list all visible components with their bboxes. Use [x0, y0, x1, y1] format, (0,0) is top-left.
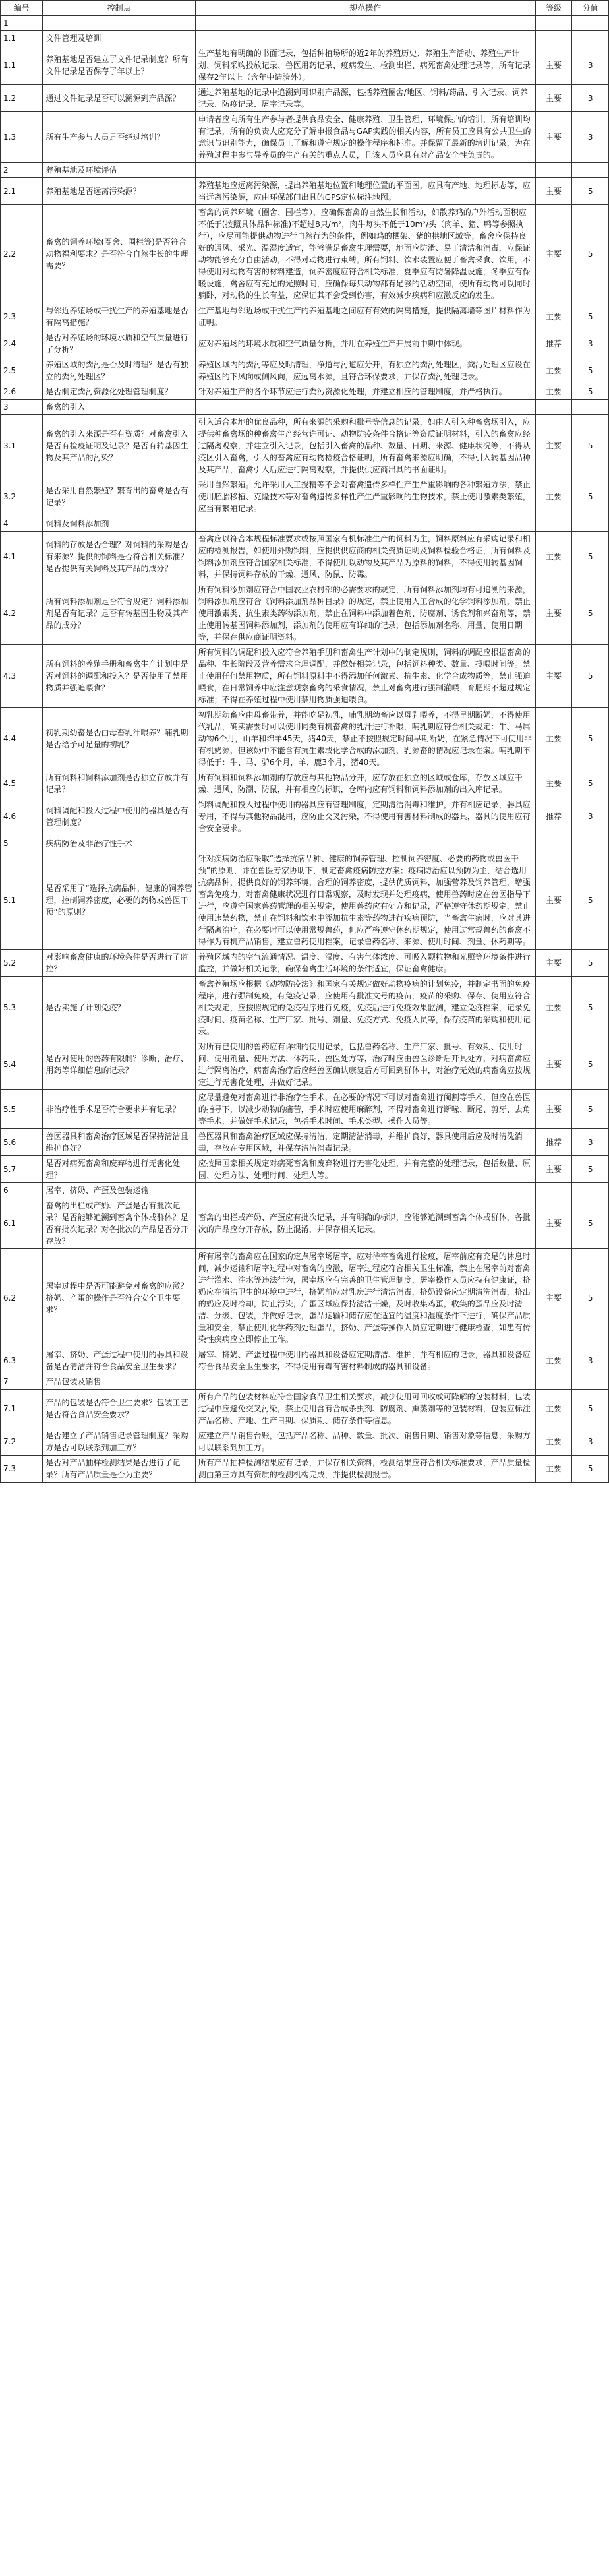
cell-spec — [195, 1183, 535, 1198]
cell-score: 3 — [572, 46, 609, 85]
cell-level: 主要 — [535, 1039, 572, 1090]
cell-num: 5.6 — [1, 1129, 43, 1156]
table-header-row — [1, 1, 609, 16]
cell-level: 主要 — [535, 384, 572, 400]
cell-score — [572, 1183, 609, 1198]
section-row — [1, 836, 609, 851]
table-row — [1, 415, 609, 477]
cell-score: 5 — [572, 708, 609, 770]
cell-score: 5 — [572, 645, 609, 708]
cell-control: 产品包装及销售 — [43, 1374, 195, 1390]
cell-level: 主要 — [535, 1456, 572, 1483]
cell-spec: 所有饲料添加剂应符合中国农业农村部的必需要求的规定，所有饲料添加剂均有可追溯的来源，饲料添加剂应符合《饲料添加剂品种目录》的规定，禁止使用人工合成的化学饲料添加剂，禁止使用激素类、抗生素类药物添加剂，禁止在饲料中添加着色剂、防腐剂、诱食剂和兴奋剂等，禁止使用转基因饲料添加剂，添加剂的使用应有详细的记录，包括添加剂名称、用量、使用日期等，并保存供应商证明资料。 — [195, 582, 535, 645]
cell-score — [572, 836, 609, 851]
table-row — [1, 1249, 609, 1347]
cell-spec — [195, 400, 535, 415]
cell-spec: 畜禽的饲养环境（圈舍、围栏等），应确保畜禽的自然生长和活动，如散养鸡的户外活动面积应不低于(按照具体品种标准)不超过8只/m²，肉牛每头不低于10m²/头（肉羊、猪、鸭等参照执行），应尽可能提供动物进行自然行为的条件，例如鸡的栖架、猪的拱地区域等；畜舍应保持良好的通风、采光、温湿度适宜，能够满足畜禽生理需要，地面应防滑、易于清洁和消毒，应保证动物能够充分自由活动，不得对动物进行束缚。所有饲料、饮水装置应便于畜禽采食、饮用，不得使用对动物有害的材料建造，饲养密度应符合相关标准，夏季应有防暑降温设施，冬季应有保暖设施，禽舍应有充足的光照时间，应确保每只动物都有足够的活动空间，使所有动物可以同时躺卧，对动物的生长有益，应保证其不会受到伤害，有效减少疾病和应激反应的发生。 — [195, 205, 535, 303]
table-row — [1, 85, 609, 112]
cell-num: 4.6 — [1, 797, 43, 836]
cell-spec: 通过养殖基地的记录中追溯到可识别产品源，包括养殖圈舍/地区、饲料/药品、引入记录、饲养记录、防疫记录、屠宰记录等。 — [195, 85, 535, 112]
cell-level: 推荐 — [535, 1129, 572, 1156]
cell-control: 是否制定粪污资源化处理管理制度？ — [43, 384, 195, 400]
cell-control: 是否对使用的兽药有限制？诊断、治疗、用药等详细信息的记录？ — [43, 1039, 195, 1090]
cell-control: 畜禽的饲养环境(圈舍、围栏等)是否符合动物福利要求？是否符合自然生长的生理需要？ — [43, 205, 195, 303]
cell-level: 主要 — [535, 112, 572, 163]
cell-spec: 所有饲料的调配和投入应符合养殖手册和畜禽生产计划中的制定规则，饲料的调配应根据畜禽的品种、生长阶段及营养需求合理调配，并做好相关记录，包括饲料种类、数量、投喂时间等。禁止使用任何禁用物质，所有饲料原料中不得添加任何激素、抗生素、化学合成物质等，禁止强迫喂食，在日常饲养中应注意观察畜禽的采食情况，禁止对畜禽进行强制灌喂；育肥期不超过规定标准；不得在养殖过程中使用禁用物质强迫喂食。 — [195, 645, 535, 708]
cell-spec: 针对养殖生产的各个环节应进行粪污资源化处理，并建立相应的管理制度，并严格执行。 — [195, 384, 535, 400]
cell-control: 是否建立了产品销售记录管理制度？采购方是否可以联系到加工方？ — [43, 1428, 195, 1456]
table-row — [1, 532, 609, 582]
cell-spec: 应尽量避免对畜禽进行非治疗性手术，在必要的情况下可以对畜禽进行阉割等手术，但应在兽医的指导下，以减少动物的痛苦，手术时应使用麻醉剂，不得对畜禽进行断喙、断尾、剪牙、去角等手术，并做好手术记录，包括手术时间、手术类型、操作人员等。 — [195, 1090, 535, 1129]
cell-spec: 所有产品的包装材料应符合国家食品卫生相关要求，减少使用可回收或可降解的包装材料，包装过程中应避免交叉污染，禁止使用含有合成杀虫剂、防腐剂、熏蒸剂等的包装材料，包装应标注产品名称、产地、生产日期、保质期、储存条件等信息。 — [195, 1390, 535, 1428]
cell-level — [535, 163, 572, 178]
cell-level: 主要 — [535, 46, 572, 85]
cell-num: 2 — [1, 163, 43, 178]
cell-score: 5 — [572, 1090, 609, 1129]
cell-level: 主要 — [535, 415, 572, 477]
cell-score: 5 — [572, 477, 609, 516]
cell-num: 2.5 — [1, 357, 43, 384]
table-row — [1, 950, 609, 977]
cell-score: 3 — [572, 1428, 609, 1456]
header-spec: 规范操作 — [195, 1, 535, 16]
cell-spec: 采用自然繁殖。允许采用人工授精等不会对畜禽遗传多样性产生严重影响的各种繁殖方法，禁止使用胚胎移植、克隆技术等对畜禽遗传多样性产生严重影响的生物技术，禁止使用激素类繁殖，应当有繁殖记录。 — [195, 477, 535, 516]
cell-num: 3 — [1, 400, 43, 415]
cell-control: 是否对养殖场的环境水质和空气质量进行了分析？ — [43, 330, 195, 357]
cell-score: 5 — [572, 532, 609, 582]
section-row — [1, 31, 609, 46]
cell-num: 7.1 — [1, 1390, 43, 1428]
cell-spec: 应对养殖场的环境水质和空气质量分析，并用在养殖生产开展前中期中体现。 — [195, 330, 535, 357]
cell-level: 主要 — [535, 1090, 572, 1129]
cell-score: 5 — [572, 205, 609, 303]
cell-level — [535, 516, 572, 532]
cell-spec: 生产基地有明确的书面记录，包括种植场所的近2年的养殖历史、养殖生产活动、养殖生产计划、饲料采购投放记录、兽医用药记录、疫病发生、检测出栏、病死畜禽处理记录等，所有记录保存2年以上（含年中请验外）。 — [195, 46, 535, 85]
cell-level: 主要 — [535, 1156, 572, 1183]
cell-control: 所有饲料的养殖手册和畜禽生产计划中是否对饲料的调配和投入？是否使用了禁用物质并强追喂食？ — [43, 645, 195, 708]
cell-control: 产品的包装是否符合卫生要求？包装工艺是否符合食品安全要求？ — [43, 1390, 195, 1428]
cell-level: 主要 — [535, 977, 572, 1039]
cell-spec — [195, 31, 535, 46]
cell-control: 畜禽的引入 — [43, 400, 195, 415]
cell-level: 主要 — [535, 532, 572, 582]
cell-control: 通过文件记录是否可以溯源到产品源？ — [43, 85, 195, 112]
cell-score: 5 — [572, 770, 609, 797]
table-row — [1, 977, 609, 1039]
cell-spec — [195, 516, 535, 532]
cell-num: 5.7 — [1, 1156, 43, 1183]
table-row — [1, 1090, 609, 1129]
cell-score: 3 — [572, 797, 609, 836]
cell-level: 推荐 — [535, 330, 572, 357]
cell-spec: 畜禽养殖场应根据《动物防疫法》和国家有关规定做好动物疫病的计划免疫，并制定书面的免疫程序，进行强制免疫，有免疫记录，应使用有批准文号的疫苗，疫苗的采购、保存、使用应符合相关规定，应按照规定的免疫程序进行免疫，免疫后进行免疫效果监测，建立免疫档案，记录免疫时间、疫苗名称、生产厂家、批号、剂量、免疫方式、免疫人员等，保存疫苗的采购和使用记录。 — [195, 977, 535, 1039]
cell-score: 3 — [572, 1129, 609, 1156]
cell-num: 5 — [1, 836, 43, 851]
cell-num: 4.5 — [1, 770, 43, 797]
cell-score: 5 — [572, 1456, 609, 1483]
cell-level: 主要 — [535, 357, 572, 384]
cell-score: 5 — [572, 1039, 609, 1090]
table-row — [1, 46, 609, 85]
cell-num: 4.4 — [1, 708, 43, 770]
cell-score — [572, 16, 609, 31]
table-body — [1, 16, 609, 1483]
cell-score: 3 — [572, 85, 609, 112]
cell-num: 6.1 — [1, 1198, 43, 1249]
table-row — [1, 1156, 609, 1183]
cell-spec — [195, 163, 535, 178]
cell-control: 屠宰、挤奶、产蛋及包装运输 — [43, 1183, 195, 1198]
cell-level: 主要 — [535, 303, 572, 330]
table-row — [1, 1039, 609, 1090]
cell-num: 5.1 — [1, 851, 43, 950]
cell-spec: 申请者应向所有生产参与者提供食品安全、健康养殖、卫生管理、环境保护的培训，所有培训均有记录，所有的负责人应充分了解申报食品与GAP实践的相关内容，所有员工应具有公共卫生的意识与识别能力，确保员工了解和遵守规定的操作程序和标准。并保留了最新的培训记录，为在养殖过程中参与导养员的生产有关的重点人员，且该人员应具有对产品安全性负责的。 — [195, 112, 535, 163]
cell-num: 1.2 — [1, 85, 43, 112]
cell-score: 5 — [572, 1156, 609, 1183]
table-row — [1, 708, 609, 770]
cell-spec: 所有屠宰的畜禽应在国家的定点屠宰场屠宰，应对待宰畜禽进行检疫，屠宰前应有充足的休息时间，减少运输和屠宰过程中对畜禽的应激，屠宰过程应符合相关卫生标准，禁止在屠宰前对畜禽进行灌水、注水等违法行为，屠宰场应有完善的卫生管理制度，屠宰操作人员应持有健康证，挤奶应在清洁卫生的环境中进行，挤奶前应对乳房进行清洁消毒，挤奶设备应定期清洗消毒，挤出的奶应及时冷却，防止污染，产蛋区域应保持清洁干燥，及时收集鸡蛋，收集的蛋品应及时清洁、分级、包装，并做好记录，蛋品运输和储存应在适宜的温度和湿度条件下进行，确保产品质量和安全，禁止使用化学药剂处理蛋品，挤奶、产蛋等操作人员应定期进行健康检查，如患有传染性疾病应立即停止工作。 — [195, 1249, 535, 1347]
cell-num: 2.2 — [1, 205, 43, 303]
section-row — [1, 1374, 609, 1390]
cell-control: 兽医器具和畜禽治疗区域是否保持清洁且维护良好？ — [43, 1129, 195, 1156]
cell-control: 畜禽的引入来源是否有资质？对畜禽引入是否有检疫证明及记录？是否有转基因生物及其产品的污染？ — [43, 415, 195, 477]
cell-control: 饲料调配和投入过程中使用的器具是否有管理制度？ — [43, 797, 195, 836]
cell-control — [43, 16, 195, 31]
cell-spec — [195, 16, 535, 31]
cell-spec: 所有产品抽样检测结果应有记录，并保存相关资料，检测结果应符合相关标准要求，产品质量检测由第三方具有资质的检测机构完成，并提供检测报告。 — [195, 1456, 535, 1483]
cell-level: 主要 — [535, 645, 572, 708]
cell-spec: 应建立产品销售台账，包括产品名称、品种、数量、批次、销售日期、销售对象等信息，采购方可以联系到加工方。 — [195, 1428, 535, 1456]
table-row — [1, 384, 609, 400]
cell-level: 主要 — [535, 582, 572, 645]
cell-num: 4.1 — [1, 532, 43, 582]
cell-control: 是否采用了“选择抗病品种，健康的饲养管理，控制饲养密度，必要的药物或兽医干预”的原则？ — [43, 851, 195, 950]
cell-level: 主要 — [535, 950, 572, 977]
cell-level — [535, 1183, 572, 1198]
cell-score — [572, 163, 609, 178]
cell-score: 5 — [572, 303, 609, 330]
section-row — [1, 1183, 609, 1198]
cell-spec — [195, 1374, 535, 1390]
cell-spec: 养殖区域内的粪污等应及时清理，净道与污道应分开，有独立的粪污处理区，粪污处理区应设在养殖区的下风向或侧风向，应远离水源，且符合环保要求，并保存粪污处理记录。 — [195, 357, 535, 384]
table-row — [1, 797, 609, 836]
table-row — [1, 770, 609, 797]
cell-control: 非治疗性手术是否符合要求并有记录？ — [43, 1090, 195, 1129]
cell-score: 5 — [572, 1249, 609, 1347]
cell-control: 养殖区域的粪污是否及时清理？是否有独立的粪污处理区？ — [43, 357, 195, 384]
cell-level — [535, 400, 572, 415]
header-control: 控制点 — [43, 1, 195, 16]
table-row — [1, 1390, 609, 1428]
cell-spec: 针对疾病防治应采取“选择抗病品种、健康的饲养管理、控制饲养密度、必要的药物或兽医干预”的原则，并在兽医专家协助下，制定畜禽疫病防控方案；疫病防治应以预防为主，结合选用抗病品种，提供良好的饲养环境，合理的饲养密度，提供优质饲料，加强营养及饲养管理，增强畜禽免疫力，对畜禽健康状况进行日常观察，及时发现并处理疫病，使用兽药时应在兽医指导下进行，应遵守国家兽药管理的相关规定，使用兽药应有处方和记录，严格遵守休药期规定，禁止使用违禁药物，禁止在饲料和饮水中添加抗生素等药物进行疾病预防，当畜禽生病时，应对其进行隔离治疗，在必要时可以使用常规兽药，但应严格遵守休药期规定，使用过常规兽药的畜禽不得作为有机产品销售，建立兽药使用档案，记录兽药名称、来源、使用时间、剂量、休药期等。 — [195, 851, 535, 950]
table-row — [1, 1456, 609, 1483]
cell-num: 7.2 — [1, 1428, 43, 1456]
cell-control: 饲料的存放是否合理？对饲料的采购是否有来源？提供的饲料是否符合相关标准？是否提供有关饲料及其产品的成分？ — [43, 532, 195, 582]
cell-spec: 所有饲料和饲料添加剂的存放应与其他物品分开，应存放在独立的区域或仓库，存放区域应干燥、通风、防潮、防鼠，并有相应的标识，仓库内应有饲料和饲料添加剂的出入库记录。 — [195, 770, 535, 797]
section-row — [1, 516, 609, 532]
cell-num: 5.4 — [1, 1039, 43, 1090]
cell-level: 主要 — [535, 477, 572, 516]
table-row — [1, 645, 609, 708]
cell-spec: 初乳期幼畜应由母畜带养，并能吃足初乳，哺乳期幼畜应以母乳喂养，不得早期断奶，不得使用代乳品，确实需要时可以使用同类有机畜禽的乳汁进行补喂，哺乳期应符合相关规定：牛、马属动物6个月，山羊和绵羊45天，猪40天，禁止不按照规定时间早期断奶，在紧急情况下可使用非有机奶源，但该奶中不能含有抗生素或化学合成的添加剂，乳源畜的情况应记录在案。哺乳期不得低于：牛、马、驴6个月，羊、鹿3个月，猪40天。 — [195, 708, 535, 770]
cell-level — [535, 31, 572, 46]
cell-level — [535, 16, 572, 31]
cell-control: 文件管理及培训 — [43, 31, 195, 46]
cell-spec: 生产基地与邻近场或干扰生产的养殖基地之间应有有效的隔离措施，提供隔离墙等图片材料作为证明。 — [195, 303, 535, 330]
cell-spec — [195, 836, 535, 851]
cell-num: 7 — [1, 1374, 43, 1390]
table-row — [1, 1428, 609, 1456]
cell-spec: 养殖基地应远离污染源，提出养殖基地位置和地理位置的平面图，应具有产地、地理标志等，应当远离污染源，应由环保部门出具的GPS定位标注地图。 — [195, 178, 535, 205]
cell-level: 推荐 — [535, 797, 572, 836]
section-row — [1, 163, 609, 178]
cell-level: 主要 — [535, 205, 572, 303]
table-row — [1, 112, 609, 163]
cell-control: 所有生产参与人员是否经过培训？ — [43, 112, 195, 163]
table-row — [1, 1129, 609, 1156]
cell-score — [572, 516, 609, 532]
cell-spec: 对所有已使用的兽药应有详细的使用记录，包括兽药名称、生产厂家、批号、有效期、使用时间、使用剂量、使用方法、休药期、兽医处方等，治疗时应由兽医诊断后开具处方，对病畜禽应进行隔离治疗，病畜禽治疗后应经兽医确认康复后方可回到群体中，对治疗无效的病畜禽应按规定进行无害化处理，并做好记录。 — [195, 1039, 535, 1090]
cell-score: 5 — [572, 851, 609, 950]
cell-num: 7.3 — [1, 1456, 43, 1483]
cell-level: 主要 — [535, 1428, 572, 1456]
cell-spec: 养殖区域内的空气流通情况、温度、湿度、有害气体浓度、可吸入颗粒物和光照等环境条件进行监控，并做好相关记录，确保畜禽生活环境的条件适宜，保证畜禽健康。 — [195, 950, 535, 977]
cell-control: 饲料及饲料添加剂 — [43, 516, 195, 532]
table-row — [1, 205, 609, 303]
cell-num: 1 — [1, 16, 43, 31]
cell-control: 屠宰、挤奶、产蛋过程中使用的器具和设备是否清洁并符合食品安全卫生要求？ — [43, 1347, 195, 1374]
cell-control: 养殖基地是否建立了文件记录制度？所有文件记录是否保存了年以上？ — [43, 46, 195, 85]
cell-control: 是否实施了计划免疫？ — [43, 977, 195, 1039]
cell-control: 所有饲料和饲料添加剂是否独立存放并有记录？ — [43, 770, 195, 797]
cell-num: 2.4 — [1, 330, 43, 357]
cell-score: 5 — [572, 357, 609, 384]
cell-score — [572, 31, 609, 46]
cell-control: 是否采用自然繁殖？繁育出的畜禽是否有记录？ — [43, 477, 195, 516]
cell-spec: 应按照国家相关规定对病死畜禽和废弃物进行无害化处理，并有完整的处理记录，包括数量、原因、处理方法、处理时间、处理人等。 — [195, 1156, 535, 1183]
cell-control: 初乳期幼畜是否由母畜乳汁喂养？哺乳期是否给予可足量的初乳？ — [43, 708, 195, 770]
cell-control: 养殖基地是否远离污染源？ — [43, 178, 195, 205]
cell-control: 养殖基地及环境评估 — [43, 163, 195, 178]
cell-score: 5 — [572, 1198, 609, 1249]
cell-control: 屠宰过程中是否可能避免对畜禽的应激？挤奶、产蛋的操作是否符合安全卫生要求？ — [43, 1249, 195, 1347]
table-row — [1, 1198, 609, 1249]
header-score: 分值 — [572, 1, 609, 16]
table-row — [1, 582, 609, 645]
cell-spec: 屠宰、挤奶、产蛋过程中使用的器具和设备应定期清洁、维护，并有相应的记录，器具和设备应符合食品安全卫生要求，不得使用有毒有害材料制成的器具和设备。 — [195, 1347, 535, 1374]
cell-score: 3 — [572, 330, 609, 357]
cell-level: 主要 — [535, 1249, 572, 1347]
cell-level — [535, 836, 572, 851]
header-level: 等级 — [535, 1, 572, 16]
cell-spec: 兽医器具和畜禽治疗区域应保持清洁，定期清洁消毒，并维护良好，器具使用后应及时清洗消毒，存放在专用区域，并保存清洁消毒记录。 — [195, 1129, 535, 1156]
table-row — [1, 851, 609, 950]
cell-score — [572, 400, 609, 415]
cell-score: 5 — [572, 582, 609, 645]
cell-score: 3 — [572, 112, 609, 163]
cell-level: 主要 — [535, 1390, 572, 1428]
cell-level: 主要 — [535, 708, 572, 770]
cell-num: 2.3 — [1, 303, 43, 330]
cell-control: 是否对病死畜禽和废弃物进行无害化处理？ — [43, 1156, 195, 1183]
cell-num: 6.3 — [1, 1347, 43, 1374]
table-row — [1, 178, 609, 205]
cell-num: 4.2 — [1, 582, 43, 645]
cell-num: 2.6 — [1, 384, 43, 400]
cell-level: 主要 — [535, 85, 572, 112]
cell-num: 4.3 — [1, 645, 43, 708]
header-num: 编号 — [1, 1, 43, 16]
table-row — [1, 1347, 609, 1374]
cell-score: 5 — [572, 977, 609, 1039]
cell-score: 5 — [572, 178, 609, 205]
cell-num: 1.1 — [1, 31, 43, 46]
cell-score: 5 — [572, 384, 609, 400]
section-row — [1, 400, 609, 415]
table-row — [1, 330, 609, 357]
cell-num: 2.1 — [1, 178, 43, 205]
cell-control: 对影响畜禽健康的环境条件是否进行了监控？ — [43, 950, 195, 977]
cell-spec: 引入适合本地的优良品种，所有来源的采购和批号等信息的记录，如由人引入种畜禽场引入，应提供种畜禽场的种畜禽生产经营许可证、动物防疫条件合格证等资质证明材料，引入的畜禽应经过隔离观察，并建立引入记录，包括引入畜禽的品种、数量、日期、来源、健康状况等，不得从疫区引入畜禽，引入的畜禽应有动物检疫合格证明，所有畜禽来源应明确，不得引入转基因品种及其产品，畜禽引入后应进行隔离观察，并提供供应商出具的书面证明。 — [195, 415, 535, 477]
cell-score: 5 — [572, 415, 609, 477]
cell-level: 主要 — [535, 1198, 572, 1249]
cell-control: 疾病防治及非治疗性手术 — [43, 836, 195, 851]
cell-control: 是否对产品抽样检测结果是否进行了记录？所有产品质量是否为主要？ — [43, 1456, 195, 1483]
cell-num: 3.2 — [1, 477, 43, 516]
cell-score: 5 — [572, 950, 609, 977]
cell-control: 所有饲料添加剂是否符合规定？饲料添加剂是否有记录？是否有转基因生物及其产品的成分？ — [43, 582, 195, 645]
cell-num: 3.1 — [1, 415, 43, 477]
table-row — [1, 303, 609, 330]
cell-score: 5 — [572, 1390, 609, 1428]
cell-control: 畜禽的出栏或产奶、产蛋是否有批次记录？是否能够追溯到畜禽个体或群体？是否有批次记录？对各批次的产品是否分开存放？ — [43, 1198, 195, 1249]
cell-level: 主要 — [535, 770, 572, 797]
cell-control: 与邻近养殖场或干扰生产的养殖基地是否有隔离措施？ — [43, 303, 195, 330]
cell-level: 主要 — [535, 178, 572, 205]
cell-num: 5.2 — [1, 950, 43, 977]
cell-num: 1.1 — [1, 46, 43, 85]
cell-num: 5.5 — [1, 1090, 43, 1129]
table-row — [1, 357, 609, 384]
cell-num: 6.2 — [1, 1249, 43, 1347]
cell-num: 4 — [1, 516, 43, 532]
cell-spec: 畜禽的出栏或产奶、产蛋应有批次记录，并有明确的标识，应能够追溯到畜禽个体或群体，各批次的产品应分开存放，防止混淆，并保存相关记录。 — [195, 1198, 535, 1249]
cell-num: 5.3 — [1, 977, 43, 1039]
cell-score: 3 — [572, 1347, 609, 1374]
cell-spec: 畜禽应以符合本规程标准要求或按照国家有机标准生产的饲料为主，饲料原料应有采购记录和相应的检测报告，如使用外购饲料，应提供供应商的相关资质证明及饲料检验合格证，所有饲料及饲料添加剂应符合国家相关标准，不得使用以动物及其产品为原料的饲料，不得使用转基因饲料，并保持饲料存放的干燥、通风、防鼠、防霉。 — [195, 532, 535, 582]
cell-level: 主要 — [535, 1347, 572, 1374]
cell-level: 主要 — [535, 851, 572, 950]
cell-num: 6 — [1, 1183, 43, 1198]
section-row — [1, 16, 609, 31]
table-row — [1, 477, 609, 516]
cell-score — [572, 1374, 609, 1390]
cell-spec: 饲料调配和投入过程中使用的器具应有管理制度，定期清洁消毒和维护，并有相应记录，器具应专用，不得与其他物品混用，应防止交叉污染，不得使用有害材料制成的器具，器具的使用应符合安全要求。 — [195, 797, 535, 836]
cell-num: 1.3 — [1, 112, 43, 163]
cell-level — [535, 1374, 572, 1390]
